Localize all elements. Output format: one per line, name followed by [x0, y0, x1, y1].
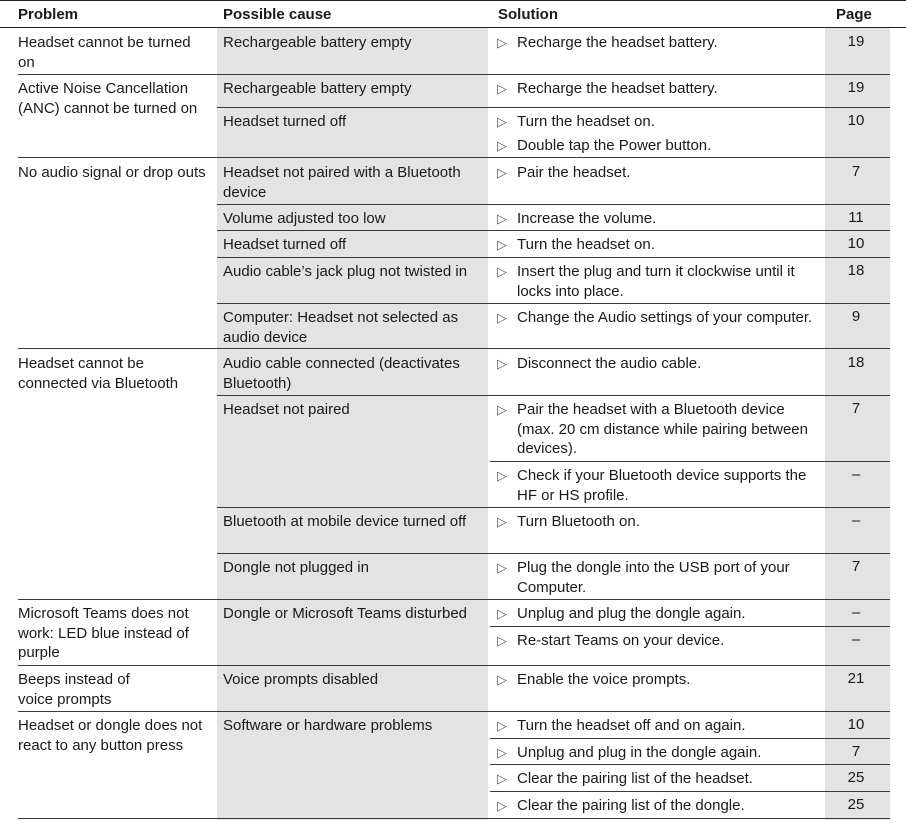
table-bottom-rule [18, 818, 890, 819]
cause-text: Software or hardware problems [223, 717, 433, 734]
solution-text: Turn the headset off and on again. [517, 717, 746, 734]
group-divider [18, 157, 890, 158]
problem-text: No audio signal or drop outs [18, 164, 206, 181]
page-number: 25 [847, 796, 865, 813]
page-number: 7 [851, 400, 861, 417]
page-number: 25 [847, 769, 865, 786]
triangle-right-icon: ▷ [497, 560, 507, 575]
triangle-right-icon: ▷ [497, 468, 507, 483]
page-number: – [851, 604, 861, 621]
page-number: 21 [847, 670, 865, 687]
group-divider [18, 665, 890, 666]
page-number: 11 [848, 209, 864, 226]
triangle-right-icon: ▷ [497, 310, 507, 325]
cause-text: Dongle not plugged in [223, 559, 369, 576]
row-divider [217, 553, 890, 554]
page-number: 10 [847, 235, 865, 252]
problem-text: Beeps instead of voice prompts [18, 671, 130, 708]
cause-text: Computer: Headset not selected as audio device [223, 309, 459, 346]
cause-text: Volume adjusted too low [223, 210, 386, 227]
triangle-right-icon: ▷ [497, 35, 507, 50]
triangle-right-icon: ▷ [497, 165, 507, 180]
solution-text: Clear the pairing list of the headset. [517, 770, 753, 787]
triangle-right-icon: ▷ [497, 718, 507, 733]
solution-divider [490, 461, 890, 462]
cause-text: Voice prompts disabled [223, 671, 379, 688]
solution-divider [490, 626, 890, 627]
group-divider [18, 74, 890, 75]
solution-text: Pair the headset. [517, 164, 631, 181]
group-divider [18, 711, 890, 712]
triangle-right-icon: ▷ [497, 237, 507, 252]
cause-text: Dongle or Microsoft Teams disturbed [223, 605, 467, 622]
solution-text: Plug the dongle into the USB port of your Computer. [517, 559, 790, 596]
triangle-right-icon: ▷ [497, 211, 507, 226]
row-divider [217, 107, 890, 108]
table-header [0, 0, 906, 28]
page-number: 10 [847, 716, 865, 733]
solution-text: Enable the voice prompts. [517, 671, 691, 688]
page-number: 7 [851, 558, 861, 575]
solution-text: Change the Audio settings of your computer. [517, 309, 813, 326]
page-number: 18 [847, 262, 865, 279]
solution-text: Recharge the headset battery. [517, 34, 718, 51]
solution-text: Unplug and plug the dongle again. [517, 605, 746, 622]
row-divider [217, 230, 890, 231]
row-divider [217, 303, 890, 304]
page-number: 9 [851, 308, 861, 325]
problem-text: Active Noise Cancellation (ANC) cannot be turned on [18, 80, 198, 117]
solution-text: Unplug and plug in the dongle again. [517, 744, 762, 761]
cause-text: Headset turned off [223, 113, 347, 130]
solution-text: Recharge the headset battery. [517, 80, 718, 97]
solution-text: Insert the plug and turn it clockwise until it locks into place. [517, 263, 795, 300]
solution-text: Turn Bluetooth on. [517, 513, 640, 530]
problem-text: Headset cannot be turned on [18, 34, 191, 71]
page-number: 7 [851, 743, 861, 760]
triangle-right-icon: ▷ [497, 514, 507, 529]
cause-text: Headset turned off [223, 236, 347, 253]
page-number: 7 [851, 163, 861, 180]
triangle-right-icon: ▷ [497, 798, 507, 813]
triangle-right-icon: ▷ [497, 114, 507, 129]
row-divider [217, 257, 890, 258]
header-cause: Possible cause [223, 6, 332, 23]
header-problem: Problem [18, 6, 79, 23]
triangle-right-icon: ▷ [497, 264, 507, 279]
solution-text: Increase the volume. [517, 210, 657, 227]
solution-text: Clear the pairing list of the dongle. [517, 797, 745, 814]
solution-text: Double tap the Power button. [517, 137, 712, 154]
page-number: 19 [847, 79, 865, 96]
solution-text: Re-start Teams on your device. [517, 632, 725, 649]
cause-text: Headset not paired with a Bluetooth device [223, 164, 461, 201]
problem-text: Microsoft Teams does not work: LED blue instead of purple [18, 605, 189, 661]
solution-divider [490, 738, 890, 739]
solution-text: Turn the headset on. [517, 113, 655, 130]
header-page: Page [836, 6, 872, 23]
solution-text: Turn the headset on. [517, 236, 655, 253]
triangle-right-icon: ▷ [497, 81, 507, 96]
row-divider [217, 204, 890, 205]
problem-text: Headset or dongle does not react to any button press [18, 717, 203, 754]
header-solution: Solution [498, 6, 558, 23]
page-number: – [851, 631, 861, 648]
solution-divider [490, 791, 890, 792]
cause-column-shading [217, 28, 488, 820]
group-divider [18, 348, 890, 349]
triangle-right-icon: ▷ [497, 745, 507, 760]
cause-text: Audio cable’s jack plug not twisted in [223, 263, 468, 280]
cause-text: Rechargeable battery empty [223, 34, 412, 51]
triangle-right-icon: ▷ [497, 606, 507, 621]
page-number: – [851, 512, 861, 529]
group-divider [18, 599, 890, 600]
cause-text: Rechargeable battery empty [223, 80, 412, 97]
triangle-right-icon: ▷ [497, 138, 507, 153]
page-number: 10 [847, 112, 865, 129]
solution-text: Check if your Bluetooth device supports the HF or HS profile. [517, 467, 807, 504]
solution-divider [490, 764, 890, 765]
page-column-shading [825, 28, 890, 820]
solution-text: Pair the headset with a Bluetooth device (max. 20 cm distance while pairing between devices). [517, 401, 808, 457]
row-divider [217, 507, 890, 508]
triangle-right-icon: ▷ [497, 356, 507, 371]
page-number: – [851, 466, 861, 483]
solution-text: Disconnect the audio cable. [517, 355, 702, 372]
triangle-right-icon: ▷ [497, 402, 507, 417]
page-number: 18 [847, 354, 865, 371]
cause-text: Headset not paired [223, 401, 350, 418]
cause-text: Audio cable connected (deactivates Bluetooth) [223, 355, 460, 392]
page-number: 19 [847, 33, 865, 50]
triangle-right-icon: ▷ [497, 633, 507, 648]
triangle-right-icon: ▷ [497, 672, 507, 687]
problem-text: Headset cannot be connected via Bluetooth [18, 355, 179, 392]
triangle-right-icon: ▷ [497, 771, 507, 786]
row-divider [217, 395, 890, 396]
cause-text: Bluetooth at mobile device turned off [223, 513, 467, 530]
